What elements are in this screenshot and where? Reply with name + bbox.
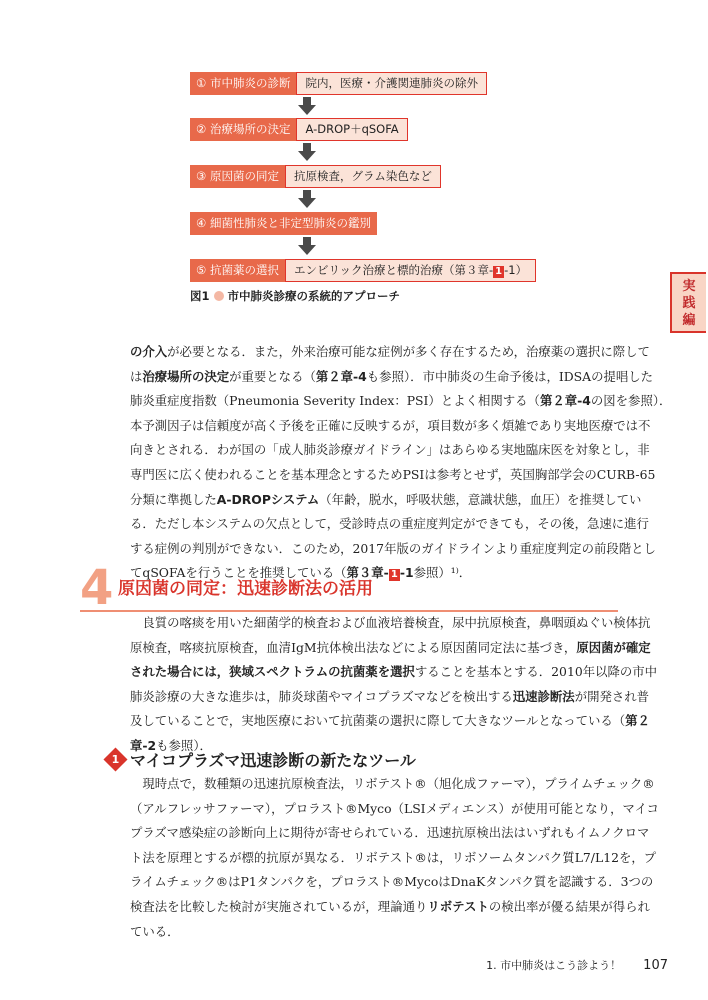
paragraph-1 [130, 340, 672, 586]
page-footer [486, 957, 668, 973]
flow-step-3 [190, 165, 441, 188]
bold-text: -1 [399, 565, 414, 581]
text-line [130, 365, 654, 390]
bold-text: 第２章-4 [539, 393, 591, 409]
text-segment: が必要となる．また，外来治療可能な症例が多く存在するため，治療薬の選択に際して [167, 344, 650, 359]
text-line [130, 709, 650, 734]
text-segment: の図を参照）． [590, 393, 672, 409]
caption-dot-icon [214, 291, 224, 301]
figure-number: 図1 [190, 289, 210, 303]
figure-caption [190, 288, 400, 304]
text-segment: ている． [130, 923, 180, 939]
text-line [130, 340, 650, 365]
text-line [130, 611, 651, 636]
bold-text: の介入 [130, 344, 168, 359]
text-line [130, 870, 654, 895]
text-segment: が開発され普 [574, 688, 650, 704]
text-line [130, 537, 656, 562]
down-arrow-icon [300, 143, 314, 161]
section-heading [80, 560, 618, 616]
text-line [130, 846, 657, 871]
text-segment: 分類に準拠した [130, 491, 217, 507]
text-segment: 専門医に広く使われることを基本理念とするためPSIは参考とせず，英国胸部学会のCURB-65 [130, 466, 656, 482]
subsection-title: マイコプラズマ迅速診断の新たなツール [130, 751, 416, 770]
text-segment: る．ただし本システムの欠点として，受診時点の重症度判定ができても，その後，急速に進行 [130, 516, 649, 532]
text-segment: 向きとされる．わが国の「成人肺炎診療ガイドライン」はあらゆる実地臨床医を対象とし，非 [130, 442, 650, 458]
flow-step-value: 抗原検査，グラム染色など [285, 165, 441, 188]
flow-step-value: A-DROP＋qSOFA [296, 118, 407, 141]
text-line [130, 512, 649, 537]
text-line [130, 685, 650, 710]
down-arrow-icon [300, 190, 314, 208]
text-segment: も参照）． [156, 737, 212, 753]
text-line [130, 488, 642, 513]
flow-step-value [285, 259, 536, 282]
text-segment: （年齢，脱水，呼吸状態，意識状態，血圧）を推奨してい [319, 491, 642, 507]
down-arrow-icon [300, 97, 314, 115]
numbered-diamond-icon [103, 747, 127, 771]
text-line [130, 389, 672, 414]
text-line [130, 414, 651, 439]
bold-text: された場合には，狭域スペクトラムの抗菌薬を選択 [130, 664, 415, 680]
flow-step-5 [190, 259, 536, 282]
bold-text: 治療場所の決定 [142, 368, 230, 384]
text-segment: は [130, 368, 143, 384]
bold-text: リボテスト [427, 898, 489, 914]
text-segment: も参照）．市中肺炎の生命予後は，IDSAの提唱した [366, 368, 654, 384]
text-segment: することを基本とする．2010年以降の市中 [414, 664, 658, 680]
flow-step-value-tail: -1） [504, 263, 528, 277]
flow-step-1 [190, 72, 487, 95]
bold-text: 迅速診断法 [512, 688, 575, 704]
text-line [130, 463, 656, 488]
text-segment: （アルフレッサファーマ），プロラスト®Myco（LSIメディエンス）が使用可能となり，マイコ [130, 800, 659, 816]
section-number: 4 [80, 560, 114, 616]
text-line [130, 920, 617, 945]
text-segment: 及していることで，実地医療において抗菌薬の選択に際して大きなツールとなっている（ [130, 713, 626, 729]
page-number: 107 [643, 958, 668, 973]
flow-step-label: ① 市中肺炎の診断 [190, 72, 296, 95]
flow-step-value: 院内，医療・介護関連肺炎の除外 [296, 72, 487, 95]
text-segment: 検査法を比較した検討が実施されているが，理論通り [130, 898, 428, 914]
text-segment: 本予測因子は信頼度が高く予後を正確に反映するが，項目数が多く煩雑であり実地医療では不 [130, 417, 651, 433]
flow-step-label: ④ 細菌性肺炎と非定型肺炎の鑑別 [190, 212, 377, 235]
running-footer-chapter: 1. 市中肺炎はこう診よう！ [486, 959, 622, 972]
text-line [130, 895, 650, 920]
bold-text: 原因菌が確定 [576, 639, 651, 655]
bold-text: 章-2 [130, 737, 157, 753]
text-segment: 原検査，喀痰抗原検査，血清IgM抗体検出法などによる原因菌同定法に基づき， [130, 639, 577, 655]
text-segment: する症例の判別ができない．このため，2017年版のガイドラインより重症度判定の前段階とし [130, 540, 656, 556]
text-segment: ト法を原理とするが標的抗原が異なる．リボテスト®は，リボソームタンパク質L7/L12を，プ [130, 849, 657, 865]
paragraph-3 [130, 772, 659, 944]
bold-text: A-DROPシステム [216, 491, 320, 507]
bold-text: 第３章- [346, 565, 389, 581]
subsection-number: 1 [111, 753, 120, 766]
section-title: 原因菌の同定：迅速診断法の活用 [118, 579, 373, 599]
text-segment: 良質の喀痰を用いた細菌学的検査および血液培養検査，尿中抗原検査，鼻咽頭ぬぐい検体抗 [130, 615, 651, 630]
text-segment: てqSOFAを行うことを推奨している（ [130, 565, 347, 581]
chapter-ref-badge: 1 [390, 569, 398, 581]
subsection-heading [107, 748, 416, 771]
text-segment: 肺炎重症度指数（Pneumonia Severity Index：PSI）とよく相関する（ [130, 393, 540, 409]
bold-text: 第２章-4 [315, 368, 367, 384]
chapter-ref-badge: 1 [495, 266, 503, 277]
flow-step-label: ③ 原因菌の同定 [190, 165, 285, 188]
text-segment: 参照）¹⁾． [413, 565, 472, 581]
bold-text: 第２ [625, 713, 650, 729]
text-segment: プラズマ感染症の診断向上に期待が寄せられている．迅速抗原検出法はいずれもイムノクロマ [130, 825, 650, 841]
flow-step-value-text: エンビリック治療と標的治療（第３章- [293, 263, 494, 277]
text-line [130, 821, 650, 846]
text-line [130, 797, 659, 822]
text-line [130, 660, 658, 685]
figure-caption-text: 市中肺炎診療の系統的アプローチ [227, 289, 401, 303]
flow-step-2 [190, 118, 408, 141]
side-tab-label: 実践編 [682, 279, 696, 328]
text-segment: の検出率が優る結果が得られ [488, 898, 650, 914]
text-line [130, 636, 651, 661]
flow-step-4 [190, 212, 377, 235]
down-arrow-icon [300, 237, 314, 255]
text-line [130, 772, 655, 797]
paragraph-2 [130, 611, 658, 759]
flow-step-label: ⑤ 抗菌薬の選択 [190, 259, 285, 282]
text-segment: が重要となる（ [229, 368, 316, 384]
text-segment: ライムチェック®はP1タンパクを，プロラスト®MycoはDnaKタンパク質を認識する．3つの [130, 874, 654, 890]
text-segment: 現時点で，数種類の迅速抗原検査法，リボテスト®（旭化成ファーマ），プライムチェック® [130, 776, 655, 791]
flow-step-label: ② 治療場所の決定 [190, 118, 296, 141]
text-line [130, 438, 650, 463]
section-side-tab [670, 272, 706, 333]
text-segment: 肺炎診療の大きな進歩は，肺炎球菌やマイコプラズマなどを検出する [130, 688, 513, 704]
